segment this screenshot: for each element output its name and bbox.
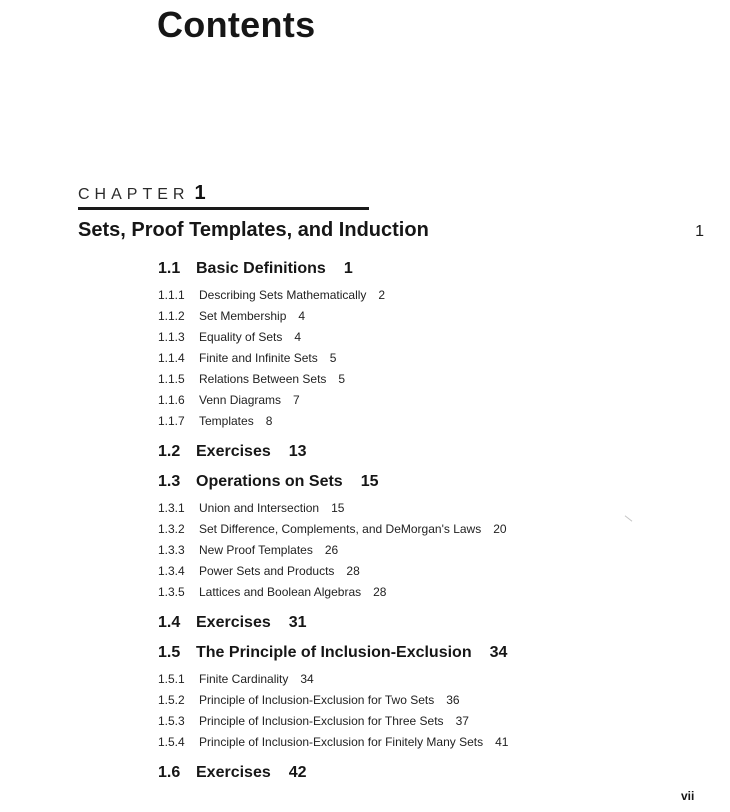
- toc-section-row: [158, 643, 703, 663]
- chapter-number: 1: [194, 182, 206, 204]
- toc-subsection-row: [158, 390, 703, 411]
- toc-subsection-row: [158, 498, 703, 519]
- toc-section-row: [158, 613, 703, 633]
- toc-subsection-row: [158, 327, 703, 348]
- section-number: 1.1: [158, 260, 181, 277]
- subsection-title: Principle of Inclusion-Exclusion for Three Sets: [199, 714, 444, 728]
- section-number: 1.3: [158, 473, 181, 490]
- section-title: Exercises: [196, 764, 271, 781]
- chapter-heading: [78, 182, 369, 210]
- subsection-page-number: 2: [378, 288, 386, 302]
- subsection-title: Union and Intersection: [199, 501, 320, 515]
- subsection-page-number: 15: [331, 501, 345, 515]
- section-number: 1.2: [158, 443, 181, 460]
- subsection-number: 1.1.5: [158, 372, 185, 386]
- subsection-number: 1.1.2: [158, 309, 185, 323]
- toc-section-row: [158, 259, 703, 279]
- section-title: Operations on Sets: [196, 473, 343, 490]
- subsection-page-number: 28: [373, 585, 387, 599]
- section-title: Basic Definitions: [196, 260, 326, 277]
- toc-subsection-list: [158, 285, 703, 432]
- section-page-number: 42: [288, 764, 307, 781]
- subsection-page-number: 5: [329, 351, 337, 365]
- page-title: Contents: [157, 4, 316, 45]
- section-title: The Principle of Inclusion-Exclusion: [196, 644, 472, 661]
- subsection-page-number: 4: [298, 309, 306, 323]
- subsection-title: Lattices and Boolean Algebras: [199, 585, 362, 599]
- subsection-page-number: 26: [324, 543, 339, 557]
- toc-subsection-row: [158, 306, 703, 327]
- subsection-number: 1.5.2: [158, 693, 185, 707]
- toc-section-row: [158, 763, 703, 783]
- folio-page-number: vii: [681, 789, 695, 803]
- subsection-page-number: 36: [446, 693, 460, 707]
- subsection-page-number: 34: [300, 672, 314, 686]
- subsection-title: Describing Sets Mathematically: [199, 288, 367, 302]
- toc-section-row: [158, 472, 703, 492]
- toc-subsection-row: [158, 540, 703, 561]
- toc-subsection-row: [158, 732, 703, 753]
- toc-subsection-row: [158, 519, 703, 540]
- subsection-title: Power Sets and Products: [199, 564, 335, 578]
- chapter-label: CHAPTER: [78, 186, 190, 203]
- chapter-title-row: [78, 219, 704, 242]
- section-title: Exercises: [196, 614, 271, 631]
- toc-subsection-row: [158, 411, 703, 432]
- subsection-number: 1.1.7: [158, 414, 185, 428]
- toc-subsection-list: [158, 498, 703, 603]
- subsection-page-number: 37: [455, 714, 469, 728]
- subsection-page-number: 5: [338, 372, 346, 386]
- subsection-number: 1.3.5: [158, 585, 185, 599]
- toc-subsection-row: [158, 561, 703, 582]
- subsection-title: Equality of Sets: [199, 330, 283, 344]
- toc-subsection-row: [158, 669, 703, 690]
- subsection-number: 1.5.3: [158, 714, 185, 728]
- subsection-number: 1.5.1: [158, 672, 185, 686]
- subsection-title: Finite Cardinality: [199, 672, 289, 686]
- subsection-number: 1.5.4: [158, 735, 185, 749]
- subsection-page-number: 20: [493, 522, 507, 536]
- subsection-number: 1.1.6: [158, 393, 185, 407]
- subsection-number: 1.3.1: [158, 501, 185, 515]
- subsection-title: New Proof Templates: [199, 543, 313, 557]
- subsection-page-number: 41: [495, 735, 509, 749]
- subsection-title: Venn Diagrams: [199, 393, 282, 407]
- section-number: 1.6: [158, 764, 181, 781]
- toc-subsection-row: [158, 690, 703, 711]
- toc-subsection-row: [158, 369, 703, 390]
- subsection-page-number: 4: [294, 330, 302, 344]
- section-number: 1.4: [158, 614, 181, 631]
- toc-subsection-row: [158, 348, 703, 369]
- chapter-title: Sets, Proof Templates, and Induction: [78, 219, 429, 241]
- section-page-number: 34: [489, 644, 508, 661]
- subsection-page-number: 8: [265, 414, 273, 428]
- section-number: 1.5: [158, 644, 181, 661]
- toc-subsection-row: [158, 582, 703, 603]
- toc-section-row: [158, 442, 703, 462]
- subsection-title: Templates: [199, 414, 254, 428]
- section-page-number: 31: [288, 614, 307, 631]
- subsection-title: Principle of Inclusion-Exclusion for Finitely Many Sets: [199, 735, 484, 749]
- subsection-title: Principle of Inclusion-Exclusion for Two Sets: [199, 693, 435, 707]
- toc-list: [158, 259, 703, 783]
- toc-subsection-row: [158, 285, 703, 306]
- subsection-page-number: 28: [346, 564, 360, 578]
- subsection-title: Relations Between Sets: [199, 372, 327, 386]
- chapter-page-number: 1: [695, 223, 704, 240]
- toc-subsection-row: [158, 711, 703, 732]
- section-page-number: 13: [288, 443, 307, 460]
- subsection-page-number: 7: [293, 393, 300, 407]
- subsection-title: Set Difference, Complements, and DeMorgan's Laws: [199, 522, 482, 536]
- subsection-title: Finite and Infinite Sets: [199, 351, 318, 365]
- subsection-number: 1.1.3: [158, 330, 185, 344]
- toc-subsection-list: [158, 669, 703, 753]
- subsection-number: 1.3.4: [158, 564, 185, 578]
- section-title: Exercises: [196, 443, 271, 460]
- subsection-number: 1.1.1: [158, 288, 185, 302]
- subsection-number: 1.1.4: [158, 351, 185, 365]
- section-page-number: 1: [343, 260, 353, 277]
- subsection-title: Set Membership: [199, 309, 287, 323]
- subsection-number: 1.3.2: [158, 522, 185, 536]
- section-page-number: 15: [360, 473, 379, 490]
- chapter-label-row: [78, 182, 369, 205]
- subsection-number: 1.3.3: [158, 543, 185, 557]
